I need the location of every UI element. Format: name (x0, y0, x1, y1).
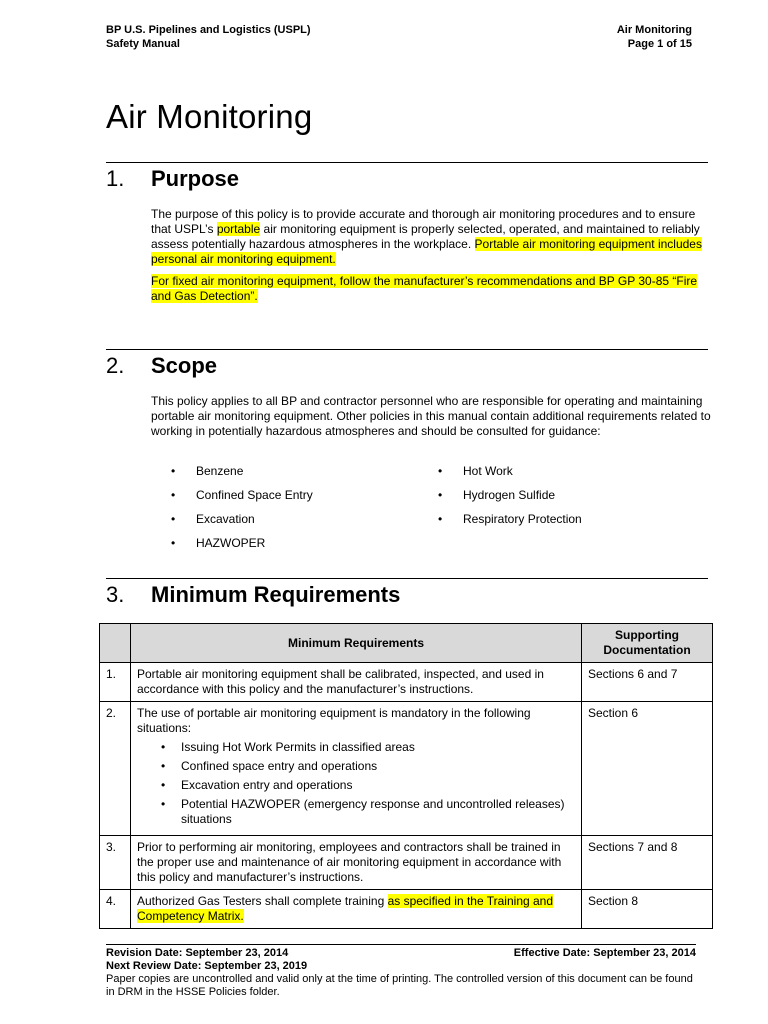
list-item (137, 740, 575, 755)
row-documentation: Sections 7 and 8 (582, 836, 713, 890)
row-requirement-text: Authorized Gas Testers shall complete training (137, 894, 388, 908)
row-requirement: Prior to performing air monitoring, employees and contractors shall be trained in the proper use and maintenance of air monitoring equipment in accordance with this policy and manufacturer’s instructions. (131, 836, 582, 890)
bullet-icon: • (161, 778, 166, 792)
purpose-fixed-paragraph (151, 274, 711, 304)
table-row (100, 836, 713, 890)
bullet-column-right (438, 463, 582, 535)
row-requirement: Portable air monitoring equipment shall be calibrated, inspected, and used in accordance with this policy and the manufacturer’s instructions. (131, 663, 582, 702)
table-row (100, 702, 713, 836)
table-header-row (100, 624, 713, 663)
footer-dates-row (106, 947, 696, 960)
bullet-icon: • (438, 488, 443, 502)
list-item-label: Confined space entry and operations (181, 759, 378, 773)
section-title-purpose: Purpose (151, 166, 240, 191)
list-item-label: Potential HAZWOPER (emergency response and uncontrolled releases) situations (181, 797, 565, 826)
header-page-number: Page 1 of 15 (627, 38, 692, 50)
header-left (106, 23, 311, 51)
scope-paragraph: This policy applies to all BP and contractor personnel who are responsible for operating and maintaining portable air monitoring equipment. Other policies in this manual contain additional requirements related to working in potentially hazardous atmospheres and should be consulted for guidance: (151, 394, 711, 438)
row-requirement (131, 890, 582, 929)
table-header-requirements: Minimum Requirements (131, 624, 582, 663)
table-header-documentation: Supporting Documentation (582, 624, 713, 663)
row-number: 1. (100, 663, 131, 702)
list-item-label: Benzene (196, 464, 244, 478)
requirements-table (99, 623, 713, 929)
list-item-label: Excavation (196, 512, 255, 526)
section-number: 3. (106, 582, 125, 607)
list-item-label: Confined Space Entry (196, 488, 313, 502)
section-title-minimum-requirements: Minimum Requirements (151, 582, 401, 607)
list-item-label: Excavation entry and operations (181, 778, 353, 792)
table-row (100, 890, 713, 929)
purpose-highlight-2: Portable air monitoring equipment includes personal air monitoring equipment. (151, 237, 702, 266)
purpose-text-1: The purpose of this policy is to provide accurate and thorough air monitoring procedures and to ensure that USPL’s (151, 207, 696, 236)
list-item-label: HAZWOPER (196, 536, 266, 550)
row-number: 3. (100, 836, 131, 890)
row-documentation: Section 6 (582, 702, 713, 836)
section-number: 1. (106, 166, 125, 191)
list-item (171, 535, 313, 559)
bullet-icon: • (438, 464, 443, 478)
header-org: BP U.S. Pipelines and Logistics (USPL) (106, 24, 311, 36)
list-item (171, 511, 313, 535)
table-header-num (100, 624, 131, 663)
footer-note: Paper copies are uncontrolled and valid only at the time of printing. The controlled version of this document can be found in DRM in the HSSE Policies folder. (106, 973, 693, 998)
bullet-icon: • (161, 759, 166, 773)
list-item (171, 487, 313, 511)
bullet-icon: • (171, 464, 176, 478)
list-item-label: Respiratory Protection (463, 512, 582, 526)
section-number: 2. (106, 353, 125, 378)
revision-date: Revision Date: September 23, 2014 (106, 947, 289, 959)
row-number: 2. (100, 702, 131, 836)
list-item-label: Issuing Hot Work Permits in classified areas (181, 740, 415, 754)
footer (106, 947, 696, 999)
list-item (438, 463, 582, 487)
bullet-icon: • (161, 740, 166, 754)
bullet-icon: • (171, 536, 176, 550)
list-item (438, 511, 582, 535)
list-item-label: Hot Work (463, 464, 513, 478)
purpose-paragraph (151, 207, 711, 267)
header-right (617, 23, 692, 51)
list-item (137, 759, 575, 774)
purpose-highlight-3: For fixed air monitoring equipment, follow the manufacturer’s recommendations and BP GP 30-85 “Fire and Gas Detection”. (151, 274, 698, 303)
list-item (438, 487, 582, 511)
list-item (137, 797, 575, 827)
list-item-label: Hydrogen Sulfide (463, 488, 556, 502)
bullet-icon: • (438, 512, 443, 526)
section-divider (106, 162, 708, 163)
row-requirement-highlight: as specified in the Training and Competency Matrix. (137, 894, 554, 923)
list-item (137, 778, 575, 793)
table-row (100, 663, 713, 702)
next-review-date: Next Review Date: September 23, 2019 (106, 960, 308, 972)
row-requirement (131, 702, 582, 836)
row-requirement-text: The use of portable air monitoring equipment is mandatory in the following situations: (137, 706, 531, 735)
row-documentation: Sections 6 and 7 (582, 663, 713, 702)
header-manual: Safety Manual (106, 38, 180, 50)
document-title: Air Monitoring (106, 98, 313, 135)
effective-date: Effective Date: September 23, 2014 (513, 947, 696, 959)
row-number: 4. (100, 890, 131, 929)
bullet-icon: • (171, 512, 176, 526)
purpose-highlight-1: portable (216, 222, 261, 236)
list-item (171, 463, 313, 487)
bullet-icon: • (171, 488, 176, 502)
requirement-bullet-list (137, 740, 575, 827)
purpose-text-2: air monitoring equipment is properly selected, operated, and maintained to reliably assess potentially hazardous atmospheres in the workplace. (151, 222, 700, 251)
section-divider (106, 578, 708, 579)
header-topic: Air Monitoring (616, 24, 692, 36)
section-title-scope: Scope (151, 353, 218, 378)
row-documentation: Section 8 (582, 890, 713, 929)
section-divider (106, 349, 708, 350)
bullet-column-left (171, 463, 313, 559)
bullet-icon: • (161, 797, 166, 811)
footer-divider (106, 944, 696, 945)
